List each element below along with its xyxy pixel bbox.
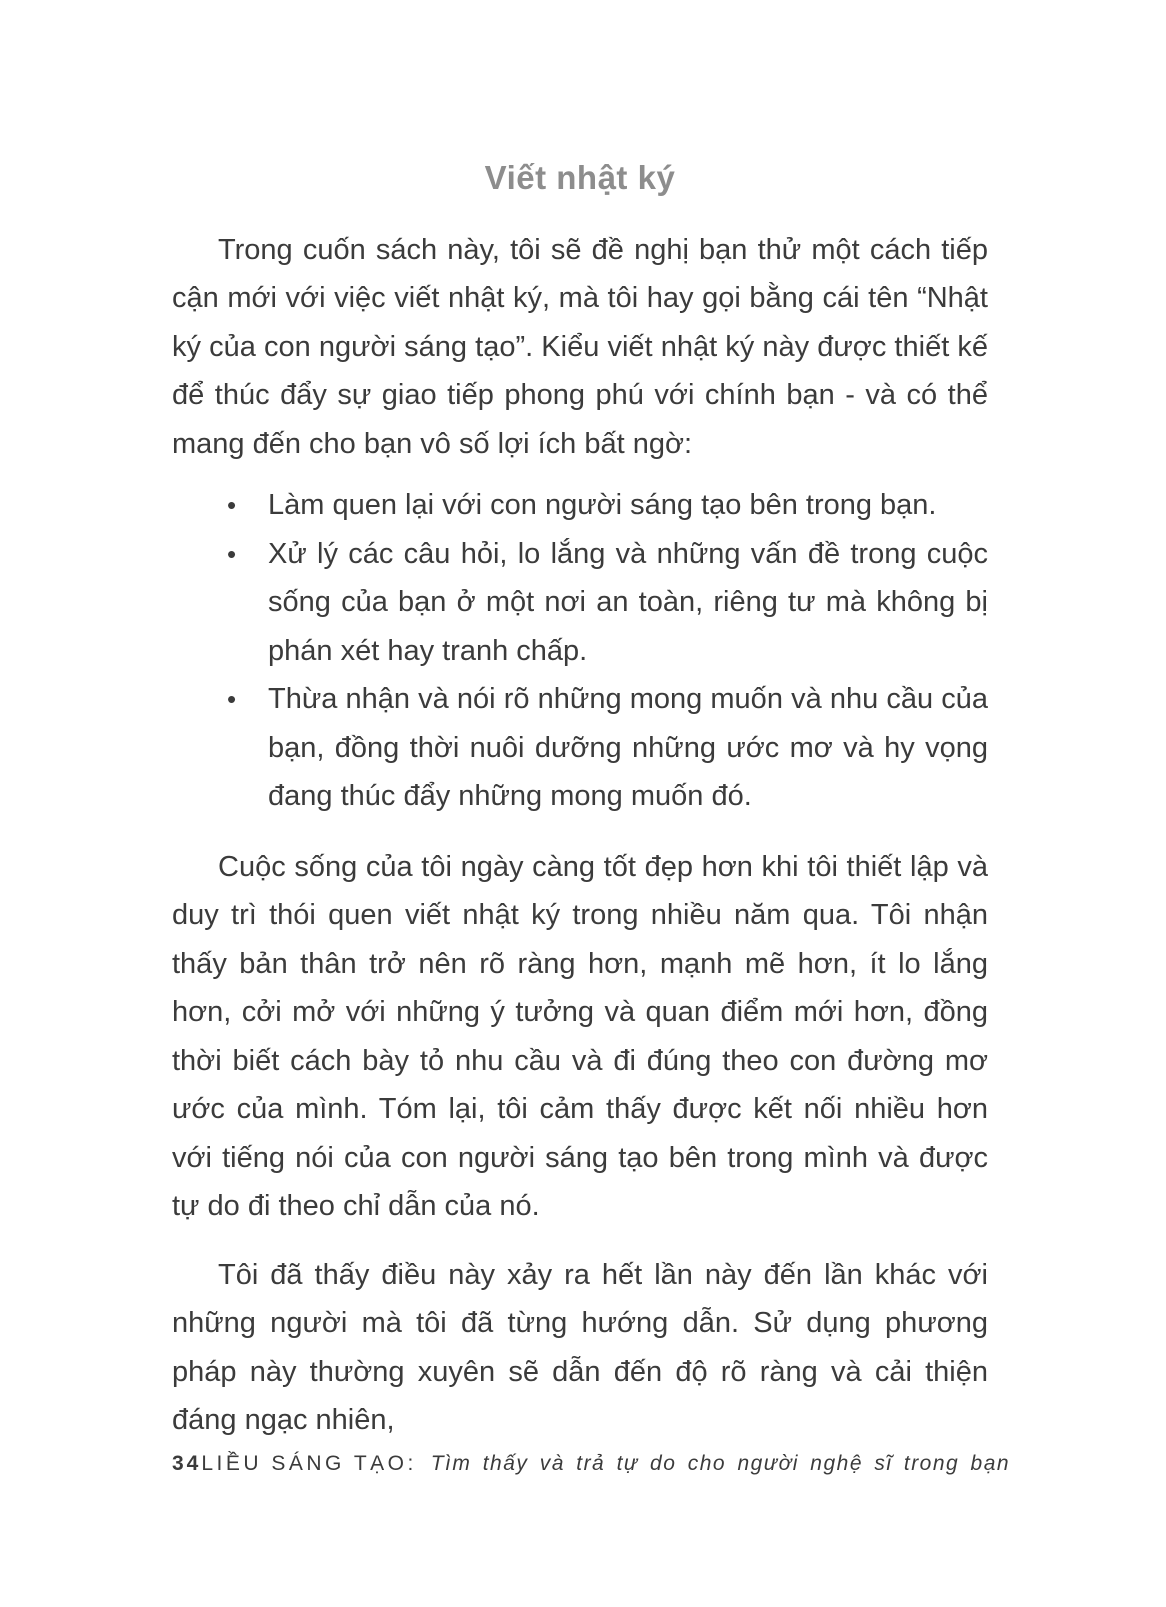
paragraph-intro: Trong cuốn sách này, tôi sẽ đề nghị bạn thử một cách tiếp cận mới với việc viết nhật ký, mà tôi hay gọi bằng cái tên “Nhật ký của con người sáng tạo”. Kiểu viết nhật ký này được thiết kế để thúc đẩy sự giao tiếp phong phú với chính bạn - và có thể mang đến cho bạn vô số lợi ích bất ngờ: bbox=[172, 233, 988, 460]
list-item bbox=[172, 481, 988, 530]
running-title bbox=[201, 1452, 1010, 1476]
bullet-icon: • bbox=[227, 684, 237, 715]
book-subtitle-label: Tìm thấy và trả tự do cho người nghệ sĩ trong bạn bbox=[430, 1452, 1011, 1475]
book-series-label: LIỀU SÁNG TẠO: bbox=[201, 1452, 417, 1475]
list-item-text: Xử lý các câu hỏi, lo lắng và những vấn đề trong cuộc sống của bạn ở một nơi an toàn, riêng tư mà không bị phán xét hay tranh chấp. bbox=[268, 537, 988, 667]
paragraph-benefits: Cuộc sống của tôi ngày càng tốt đẹp hơn khi tôi thiết lập và duy trì thói quen viết nhật ký trong nhiều năm qua. Tôi nhận thấy bản thân trở nên rõ ràng hơn, mạnh mẽ hơn, ít lo lắng hơn, cởi mở với những ý tưởng và quan điểm mới hơn, đồng thời biết cách bày tỏ nhu cầu và đi đúng theo con đường mơ ước của mình. Tóm lại, tôi cảm thấy được kết nối nhiều hơn với tiếng nói của con người sáng tạo bên trong mình và được tự do đi theo chỉ dẫn của nó. bbox=[172, 850, 988, 1223]
list-item bbox=[172, 530, 988, 676]
page-footer bbox=[172, 1452, 1011, 1476]
list-item-text: Thừa nhận và nói rõ những mong muốn và nhu cầu của bạn, đồng thời nuôi dưỡng những ước mơ và hy vọng đang thúc đẩy những mong muốn đó. bbox=[268, 683, 988, 813]
bullet-icon: • bbox=[227, 490, 237, 521]
list-item bbox=[172, 675, 988, 821]
paragraph-coaching: Tôi đã thấy điều này xảy ra hết lần này đến lần khác với những người mà tôi đã từng hướng dẫn. Sử dụng phương pháp này thường xuyên sẽ dẫn đến độ rõ ràng và cải thiện đáng ngạc nhiên, bbox=[172, 1258, 988, 1437]
page-number: 34 bbox=[172, 1452, 202, 1475]
bullet-icon: • bbox=[227, 538, 237, 569]
list-item-text: Làm quen lại với con người sáng tạo bên trong bạn. bbox=[268, 489, 937, 522]
section-heading: Viết nhật ký bbox=[484, 159, 676, 196]
benefits-list bbox=[172, 481, 988, 821]
